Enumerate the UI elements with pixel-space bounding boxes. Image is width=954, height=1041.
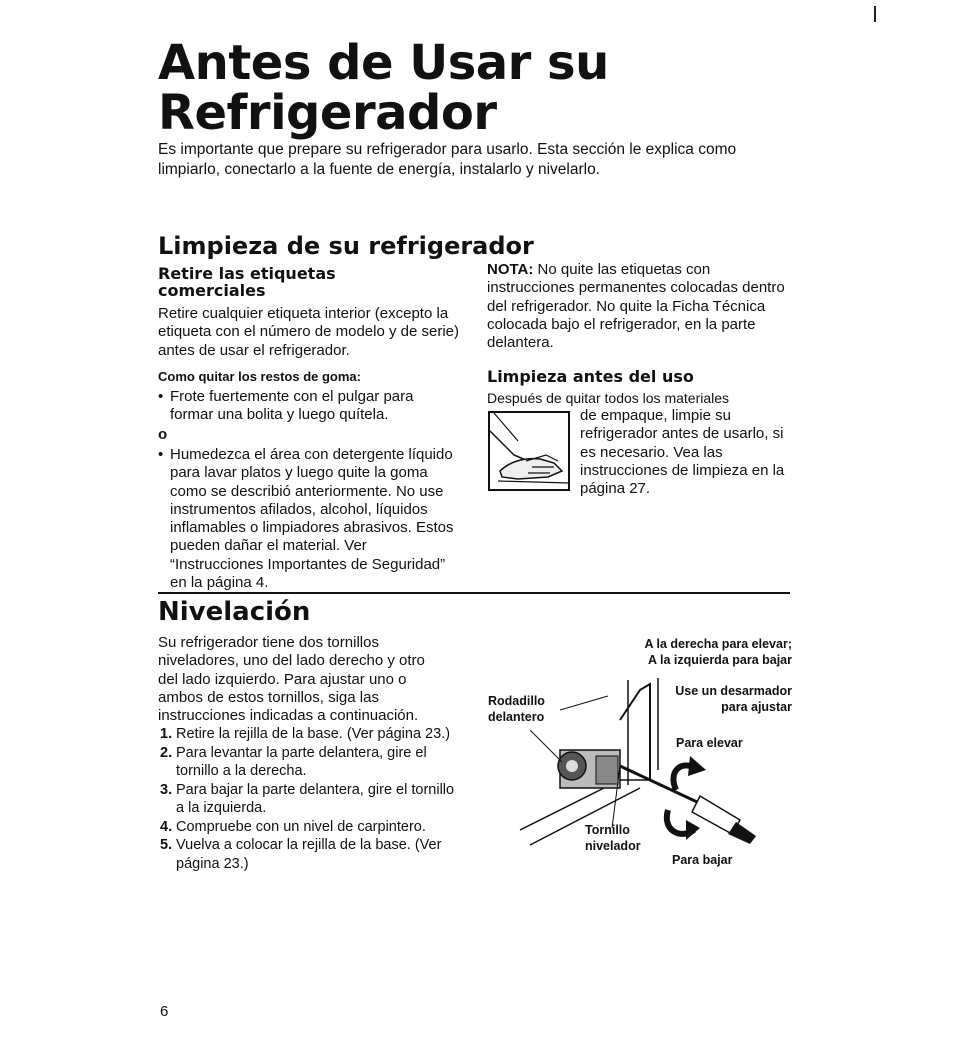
note-text: No quite las etiquetas con instrucciones permanentes colocadas dentro del refrigerador. No quite la Ficha Técnica colocada bajo el refrigerador, en la parte delantera. bbox=[487, 261, 785, 352]
raise-label: Para elevar bbox=[676, 736, 743, 750]
glue-subheading: Como quitar los restos de goma: bbox=[158, 369, 361, 384]
screwdriver-label-line2: para ajustar bbox=[721, 700, 792, 714]
screw-label-line1: Tornillo bbox=[585, 823, 630, 837]
screwdriver-label-line1: Use un desarmador bbox=[675, 684, 792, 698]
figure-caption-line2: A la izquierda para bajar bbox=[647, 653, 792, 667]
glue-list-1 bbox=[158, 388, 460, 425]
step-number: 2. bbox=[160, 744, 173, 761]
step-item bbox=[160, 781, 460, 818]
figure-caption bbox=[600, 636, 792, 668]
roller-label-line2: delantero bbox=[488, 710, 545, 724]
labels-paragraph: Retire cualquier etiqueta interior (excepto la etiqueta con el número de modelo y de serie) antes de usar el refrigerador. bbox=[158, 305, 460, 359]
leveling-steps bbox=[160, 725, 460, 873]
note-label: NOTA: bbox=[487, 261, 534, 278]
page-title-line1: Antes de Usar su bbox=[158, 35, 609, 91]
figure-caption-line1: A la derecha para elevar; bbox=[644, 637, 792, 651]
labels-subheading: Retire las etiquetas comerciales bbox=[158, 264, 336, 300]
leveling-heading: Nivelación bbox=[158, 597, 311, 627]
step-item bbox=[160, 818, 460, 837]
before-use-line1: Después de quitar todos los materiales bbox=[487, 390, 730, 406]
step-text: Vuelva a colocar la rejilla de la base. (Ver página 23.) bbox=[176, 837, 442, 872]
step-item bbox=[160, 836, 460, 873]
step-number: 1. bbox=[160, 726, 173, 742]
roller-label-line1: Rodadillo bbox=[488, 694, 545, 708]
step-number: 5. bbox=[160, 837, 173, 853]
intro-paragraph: Es importante que prepare su refrigerador para usarlo. Esta sección le explica como limpiarlo, conectarlo a la fuente de energía, instalarlo y nivelarlo. bbox=[158, 141, 737, 178]
step-number: 3. bbox=[160, 781, 173, 798]
list-item: • Frote fuertemente con el pulgar para formar una bolita y luego quítela. bbox=[158, 388, 460, 425]
screw-label-line2: nivelador bbox=[585, 839, 641, 853]
list-item: • Humedezca el área con detergente líquido para lavar platos y luego quite la goma como se describió anteriormente. No use instrumentos afilados, alcohol, líquidos inflamables o limpiadores abrasivos. Estos pueden dañar el material. Ver “Instrucciones Importantes de Seguridad” en la página 4. bbox=[158, 446, 460, 592]
before-use-subheading: Limpieza antes del uso bbox=[487, 367, 694, 386]
step-number: 4. bbox=[160, 818, 173, 835]
step-item bbox=[160, 725, 460, 744]
step-item bbox=[160, 744, 460, 781]
step-text: Para bajar la parte delantera, gire el tornillo a la izquierda. bbox=[176, 781, 455, 816]
leveling-screw-illustration bbox=[500, 670, 760, 860]
section-divider bbox=[158, 592, 790, 594]
before-use-paragraph: de empaque, limpie su refrigerador antes de usarlo, si es necesario. Vea las instrucciones de limpieza en la página 27. bbox=[580, 407, 785, 498]
lower-label: Para bajar bbox=[672, 853, 733, 867]
step-text: Compruebe con un nivel de carpintero. bbox=[176, 818, 426, 835]
note-paragraph bbox=[487, 261, 787, 352]
page-number: 6 bbox=[160, 1003, 169, 1020]
step-text: Para levantar la parte delantera, gire el tornillo a la derecha. bbox=[176, 744, 427, 779]
page-title-line2: Refrigerador bbox=[158, 85, 497, 141]
page-edge-mark bbox=[874, 6, 876, 22]
page-title bbox=[158, 35, 609, 141]
step-text: Retire la rejilla de la base. (Ver página 23.) bbox=[176, 726, 451, 742]
glue-list-2 bbox=[158, 446, 460, 592]
leveling-intro: Su refrigerador tiene dos tornillos niveladores, uno del lado derecho y otro del lado izquierdo. Para ajustar uno o ambos de estos tornillos, siga las instrucciones indicadas a continuación. bbox=[158, 634, 425, 725]
or-word: o bbox=[158, 426, 168, 443]
cleaning-heading: Limpieza de su refrigerador bbox=[158, 232, 534, 260]
cleaning-cloth-illustration bbox=[488, 411, 570, 491]
